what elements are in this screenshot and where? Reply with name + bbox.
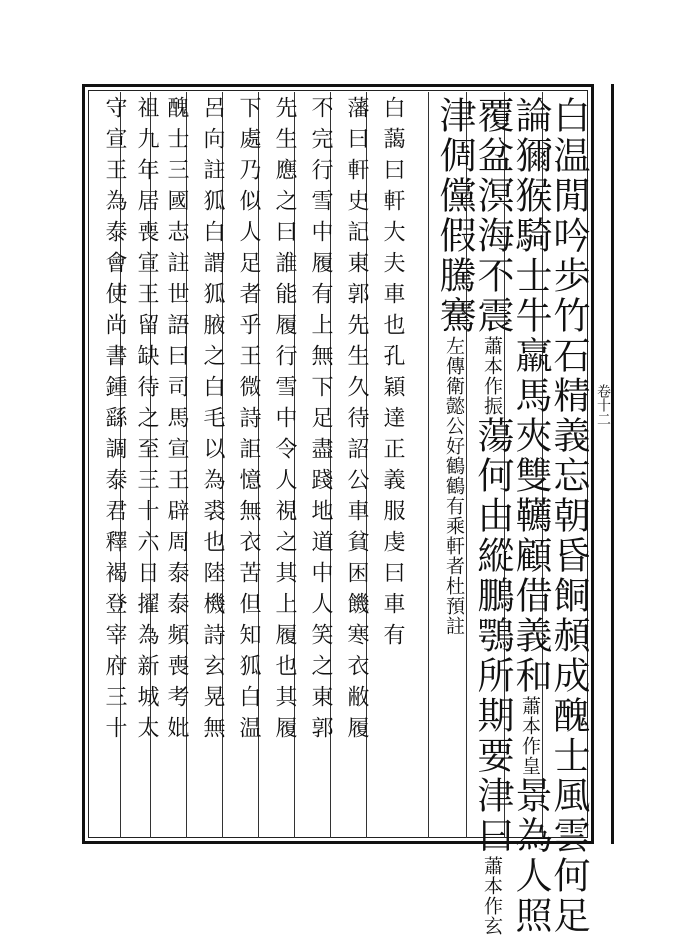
column-text: 藩曰軒史記東郭先生久待詔公車貧困饑寒衣敝履 bbox=[344, 96, 369, 747]
column-text: 呂向註狐白謂狐腋之白毛以為裘也陸機詩玄晃無 bbox=[200, 96, 225, 747]
column-note: 蕭本作皇 bbox=[519, 696, 541, 776]
column-note: 蕭本作玄 bbox=[481, 856, 503, 936]
column-note: 蕭本作振 bbox=[481, 336, 503, 416]
column-text: 白温閒吟歩竹石精義忘朝昏餇頳成醜士風雲何足 bbox=[547, 96, 590, 936]
column-text: 覆盆溟海不震 bbox=[471, 96, 514, 336]
column-rule bbox=[428, 92, 429, 838]
column-note: 左傳衛懿公好鶴鶴有乘軒者杜預註 bbox=[443, 336, 465, 636]
column-text: 先生應之曰誰能履行雪中令人視之其上履也其履 bbox=[272, 96, 297, 747]
column-text: 白藹曰軒大夫車也孔穎達正義服虔曰車有 bbox=[380, 96, 405, 654]
column-text: 津倜儻假騰騫 bbox=[433, 96, 476, 336]
column-text: 守宣王為泰會使尚書鍾繇調泰君釋褐登宰府三十 bbox=[102, 96, 127, 747]
text-column-13 bbox=[90, 96, 138, 836]
column-text-tail: 蕩何由縱鵬鶚所期要津曰 bbox=[471, 416, 514, 856]
volume-mark: 卷十二 bbox=[595, 384, 611, 426]
column-text: 醜士三國志註世語曰司馬宣王辟周泰泰頻喪考妣 bbox=[164, 96, 189, 747]
margin-strip bbox=[594, 84, 614, 844]
column-text-tail: 景為人照 bbox=[509, 776, 552, 936]
text-column-4 bbox=[430, 96, 478, 836]
column-text: 論獮猴騎士牛羸馬夾雙韉顧借義和 bbox=[509, 96, 552, 696]
column-text: 下處乃似人足者乎王微詩詎憶無衣苦但知狐白温 bbox=[236, 96, 261, 747]
column-text: 不完行雪中履有上無下足盡踐地道中人笑之東郭 bbox=[308, 96, 333, 747]
column-text: 祖九年居喪宣王留缺待之至三十六日擢為新城太 bbox=[134, 96, 159, 747]
